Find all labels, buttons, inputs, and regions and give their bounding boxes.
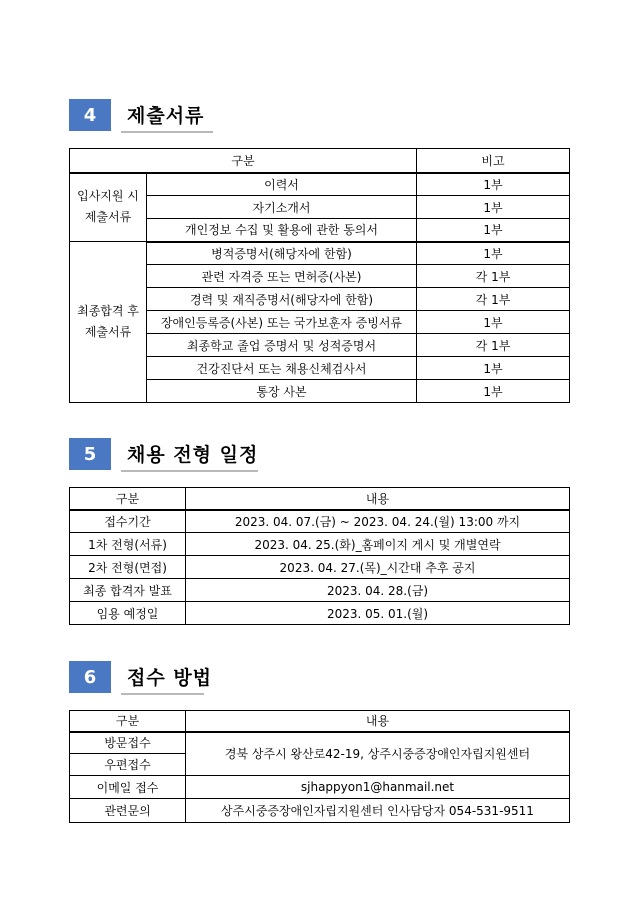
doc-note: 1부 [417,219,570,242]
documents-table [69,148,570,403]
doc-item: 자기소개서 [147,196,417,219]
schedule-label: 임용 예정일 [70,602,186,625]
schedule-content: 2023. 04. 25.(화)_홈페이지 게시 및 개별연락 [186,533,570,556]
header-content: 내용 [186,488,570,510]
email-address: sjhappyon1@hanmail.net [186,776,570,799]
doc-item: 통장 사본 [147,380,417,403]
doc-item: 개인정보 수집 및 활용에 관한 동의서 [147,219,417,242]
doc-note: 1부 [417,173,570,196]
visit-label: 방문접수 [70,732,186,754]
mail-label: 우편접수 [70,754,186,776]
doc-item: 장애인등록증(사본) 또는 국가보훈자 증빙서류 [147,311,417,334]
header-note: 비고 [417,149,570,173]
title-underline [121,693,204,695]
application-table [69,710,570,823]
schedule-content: 2023. 04. 28.(금) [186,579,570,602]
section-title: 채용 전형 일정 [127,444,259,466]
category-cell: 입사지원 시 제출서류 [70,173,147,242]
doc-note: 1부 [417,380,570,403]
inquiry-label: 관련문의 [70,799,186,823]
schedule-label: 2차 전형(면접) [70,556,186,579]
header-category: 구분 [70,711,186,732]
doc-item: 병적증명서(해당자에 한함) [147,242,417,265]
schedule-content: 2023. 04. 07.(금) ~ 2023. 04. 24.(월) 13:00 까지 [186,510,570,533]
header-content: 내용 [186,711,570,732]
email-label: 이메일 접수 [70,776,186,799]
schedule-table [69,487,570,625]
schedule-label: 접수기간 [70,510,186,533]
schedule-content: 2023. 04. 27.(목)_시간대 추후 공지 [186,556,570,579]
doc-note: 각 1부 [417,288,570,311]
doc-note: 각 1부 [417,265,570,288]
section-number: 5 [69,438,111,470]
inquiry-contact: 상주시중증장애인자립지원센터 인사담당자 054-531-9511 [186,799,570,823]
doc-item: 경력 및 재직증명서(해당자에 한함) [147,288,417,311]
header-category: 구분 [70,488,186,510]
doc-item: 이력서 [147,173,417,196]
section-title: 제출서류 [127,105,205,127]
schedule-label: 1차 전형(서류) [70,533,186,556]
title-underline [121,131,213,133]
section-title: 접수 방법 [127,667,213,689]
doc-item: 관련 자격증 또는 면허증(사본) [147,265,417,288]
doc-note: 각 1부 [417,334,570,357]
doc-note: 1부 [417,242,570,265]
address-cell: 경북 상주시 왕산로42-19, 상주시중증장애인자립지원센터 [186,732,570,776]
section-number: 4 [69,99,111,131]
section-number: 6 [69,661,111,693]
doc-item: 건강진단서 또는 채용신체검사서 [147,357,417,380]
doc-note: 1부 [417,196,570,219]
doc-note: 1부 [417,357,570,380]
schedule-label: 최종 합격자 발표 [70,579,186,602]
doc-item: 최종학교 졸업 증명서 및 성적증명서 [147,334,417,357]
category-cell: 최종합격 후 제출서류 [70,242,147,403]
schedule-content: 2023. 05. 01.(월) [186,602,570,625]
title-underline [121,470,258,472]
doc-note: 1부 [417,311,570,334]
header-category: 구분 [70,149,417,173]
